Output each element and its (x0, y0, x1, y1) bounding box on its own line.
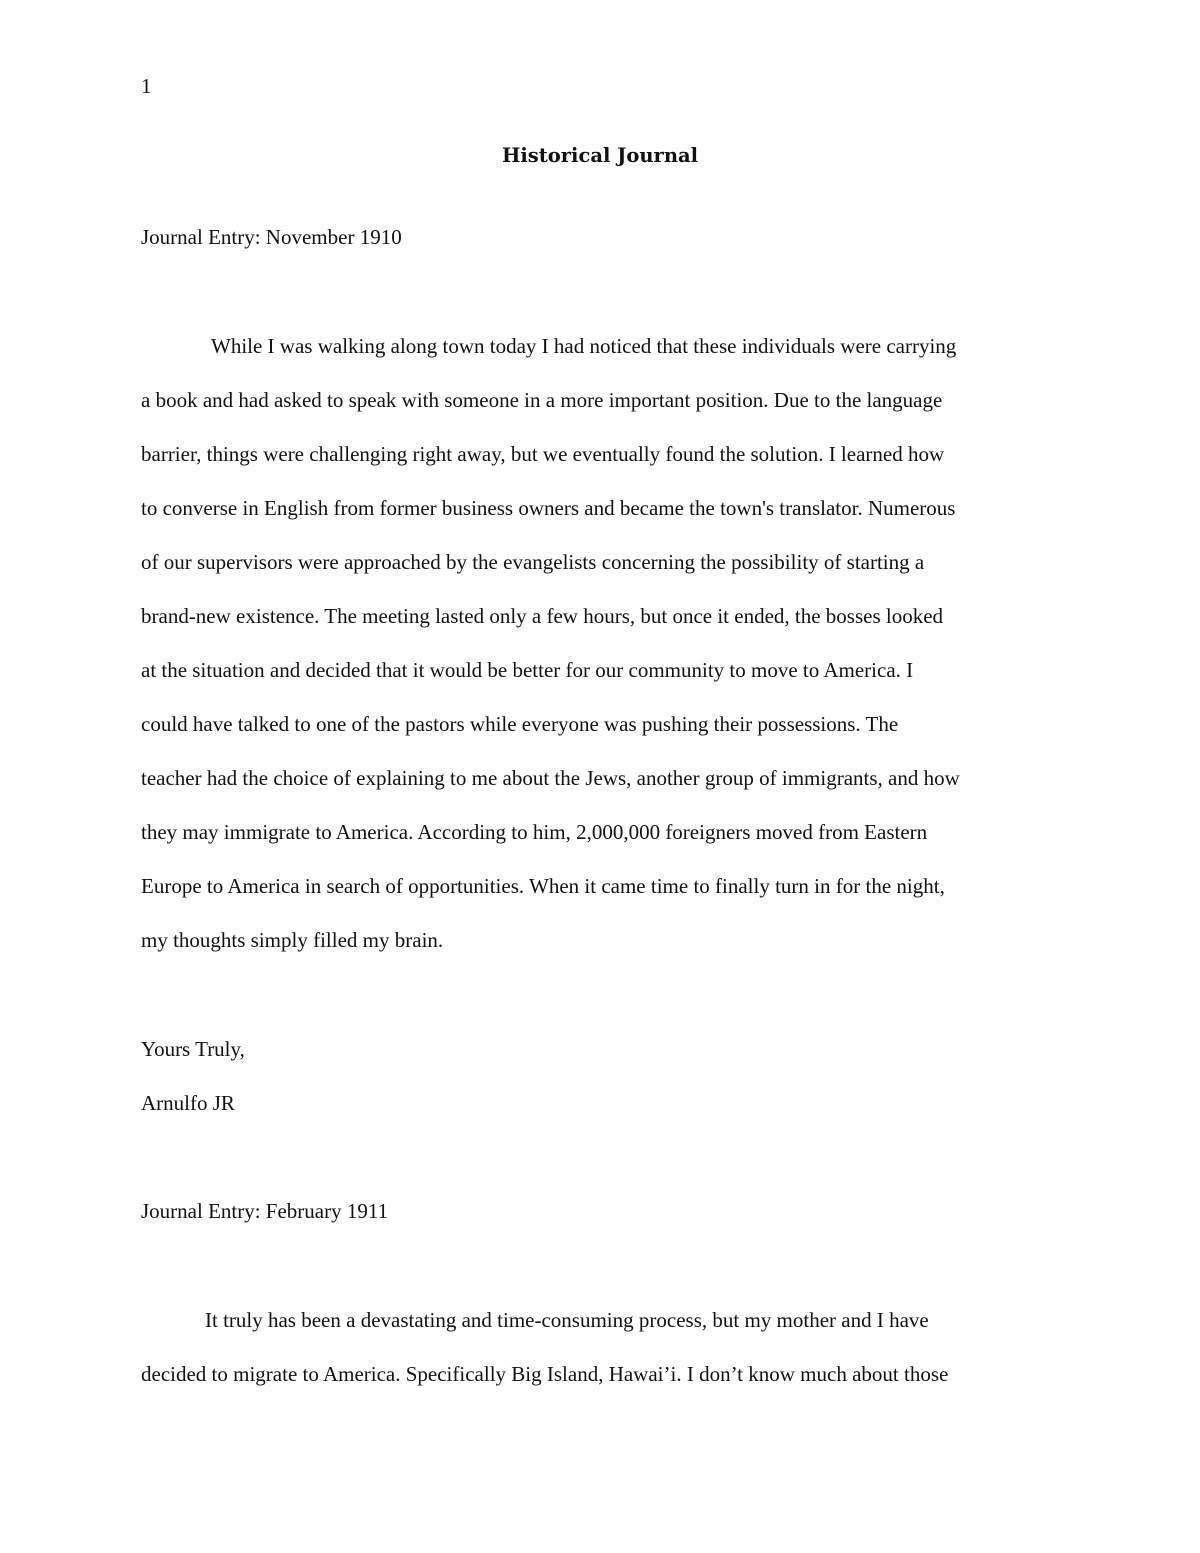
body-line: to converse in English from former business owners and became the town's translator. Numerous (141, 496, 956, 520)
document-title: Historical Journal (501, 144, 699, 167)
body-line: It truly has been a devastating and time-consuming process, but my mother and I have (205, 1308, 929, 1332)
body-line: barrier, things were challenging right away, but we eventually found the solution. I learned how (141, 442, 945, 466)
body-line: teacher had the choice of explaining to me about the Jews, another group of immigrants, and how (141, 766, 960, 790)
closing-line: Yours Truly, (141, 1037, 245, 1061)
entry-heading: Journal Entry: February 1911 (141, 1199, 389, 1223)
body-line: they may immigrate to America. According to him, 2,000,000 foreigners moved from Eastern (141, 820, 928, 844)
body-line: my thoughts simply filled my brain. (141, 928, 444, 952)
signature: Arnulfo JR (141, 1091, 235, 1115)
body-line: could have talked to one of the pastors while everyone was pushing their possessions. The (141, 712, 899, 736)
entry-heading: Journal Entry: November 1910 (141, 225, 402, 249)
body-line: a book and had asked to speak with someone in a more important position. Due to the language (141, 388, 943, 412)
page-number: 1 (141, 74, 152, 98)
body-line: at the situation and decided that it would be better for our community to move to America. I (141, 658, 914, 682)
body-line: of our supervisors were approached by the evangelists concerning the possibility of starting a (141, 550, 925, 574)
body-line: decided to migrate to America. Specifically Big Island, Hawai’i. I don’t know much about those (141, 1362, 949, 1386)
body-line: While I was walking along town today I had noticed that these individuals were carrying (211, 334, 957, 358)
body-line: Europe to America in search of opportunities. When it came time to finally turn in for the night, (141, 874, 945, 898)
body-line: brand-new existence. The meeting lasted only a few hours, but once it ended, the bosses looked (141, 604, 944, 628)
